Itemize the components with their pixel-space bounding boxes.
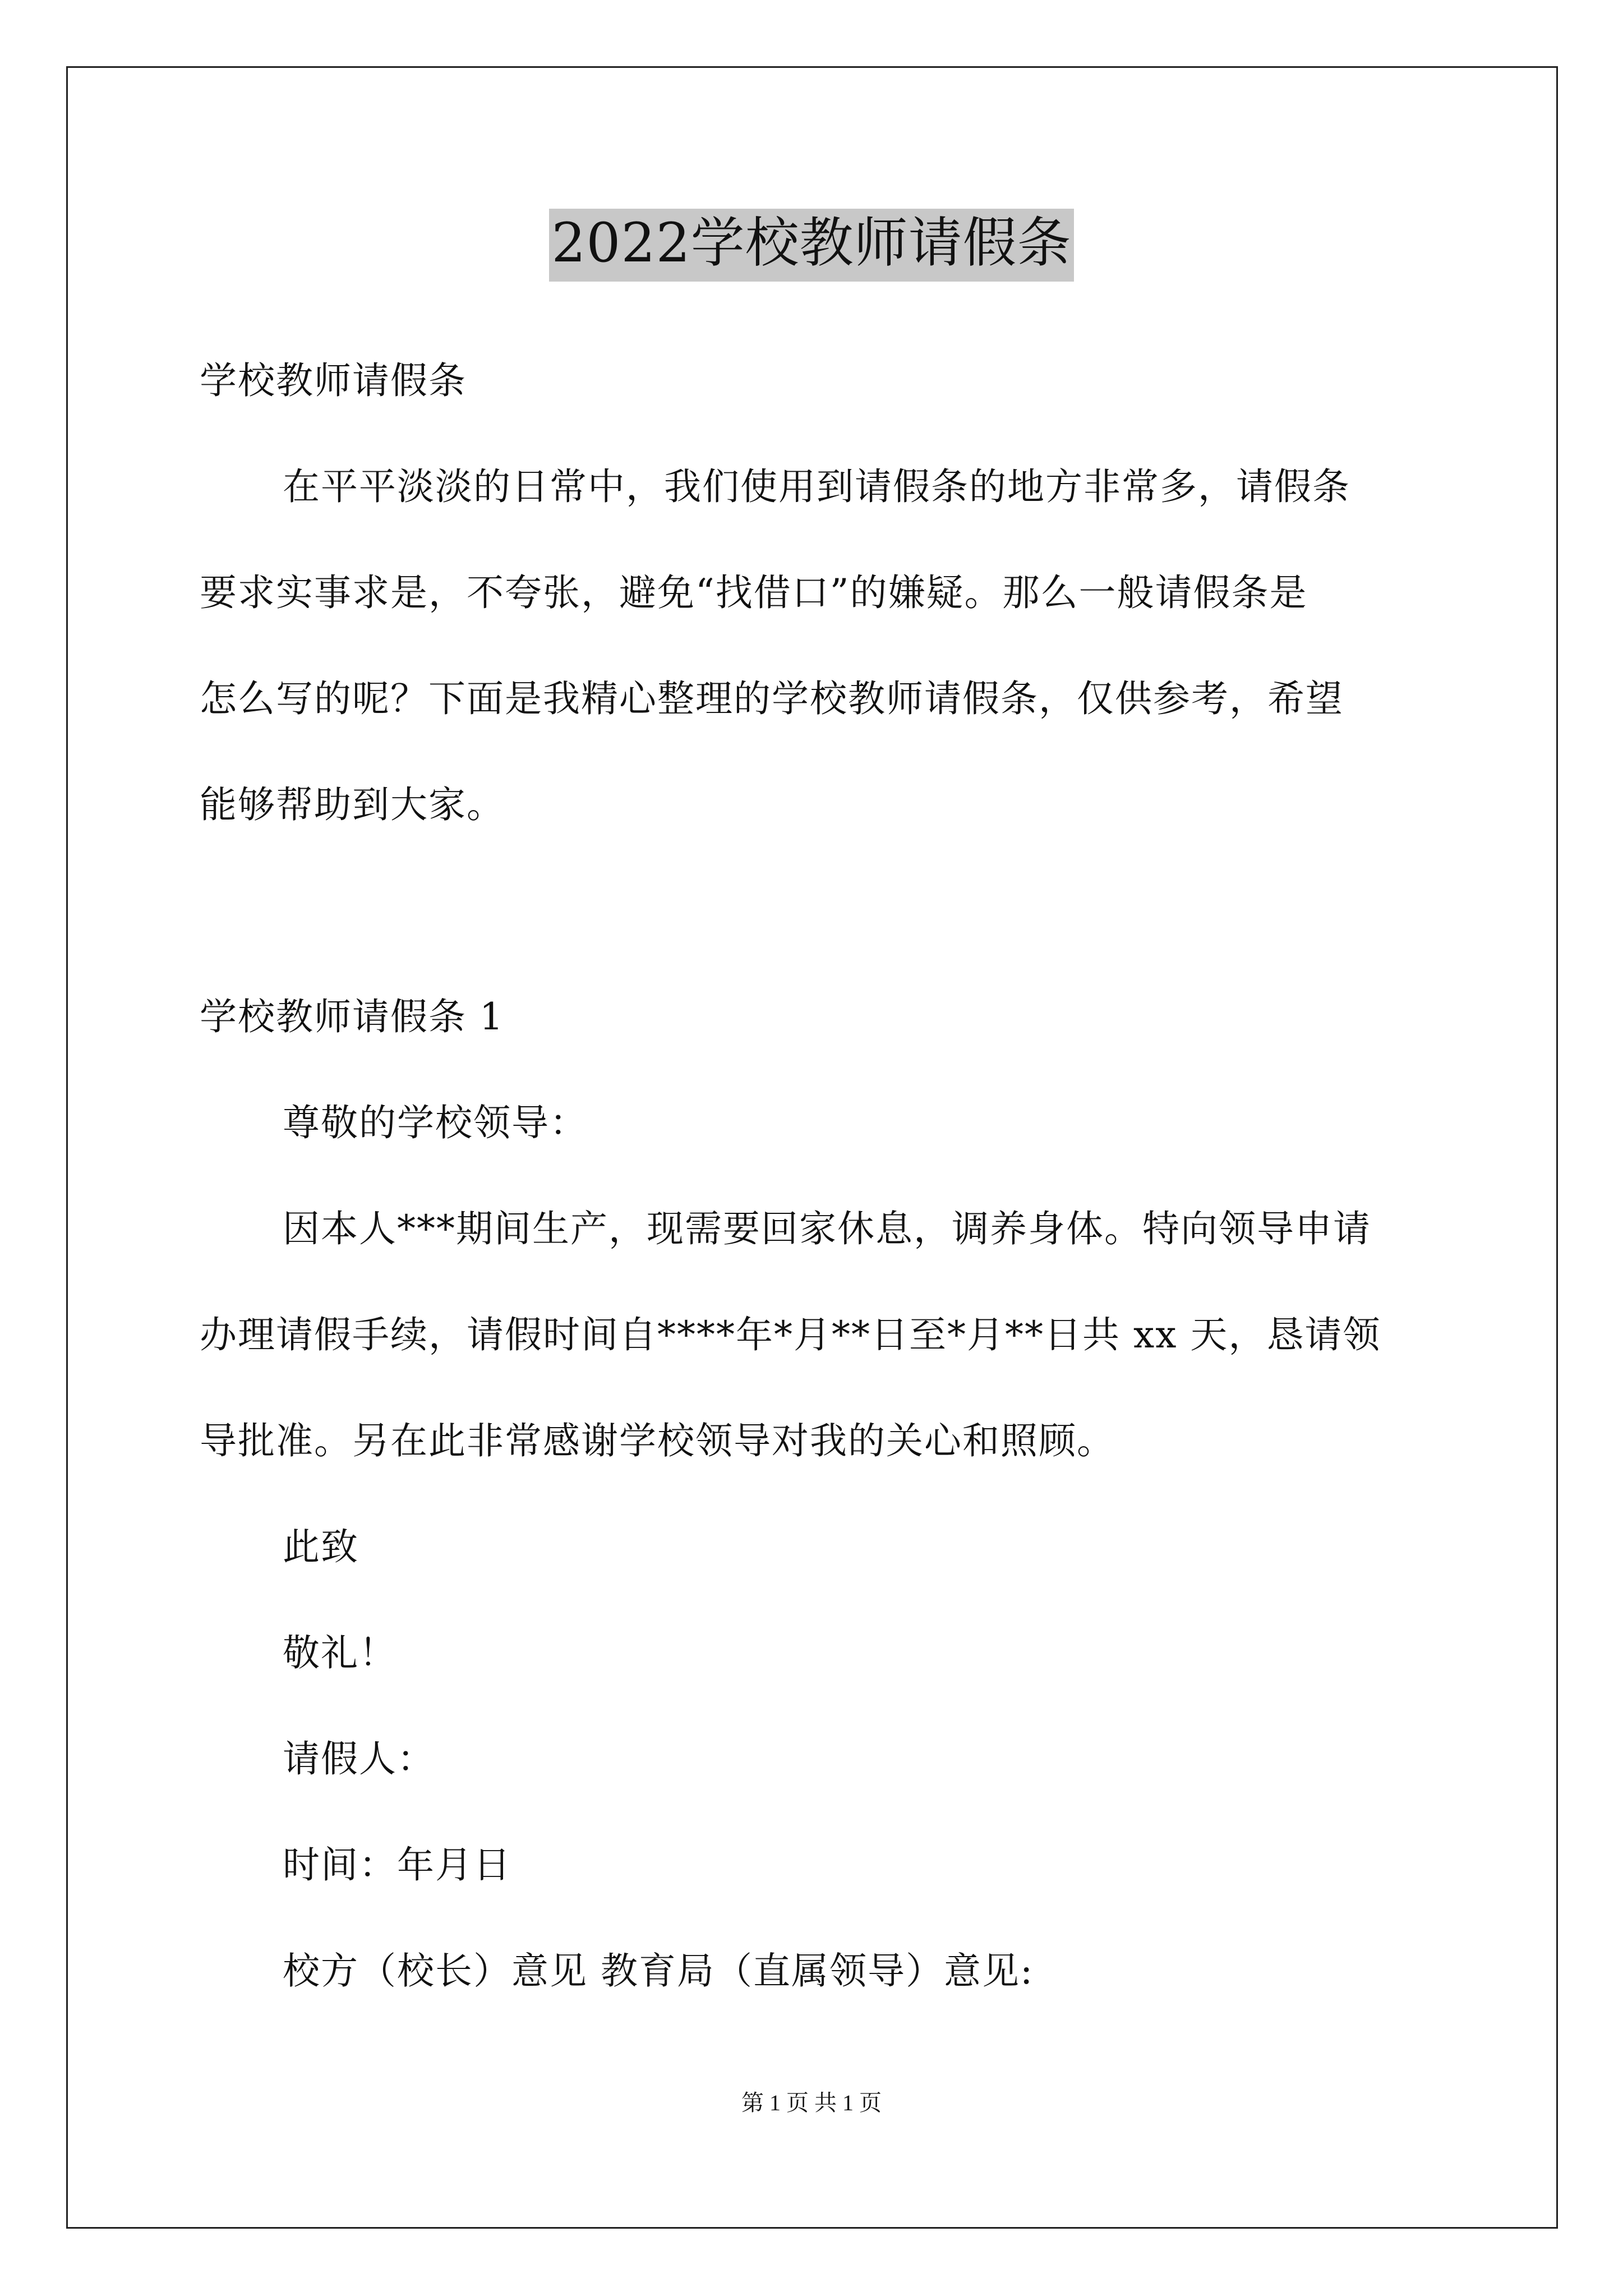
- salutation: 尊敬的学校领导：: [283, 1101, 588, 1144]
- document-title: 2022学校教师请假条: [549, 209, 1073, 282]
- applicant-line: 请假人：: [283, 1737, 435, 1780]
- document-subtitle: 学校教师请假条: [200, 359, 467, 402]
- intro-line-1: 在平平淡淡的日常中，我们使用到请假条的地方非常多，请假条: [283, 465, 1350, 508]
- body-line-2: 办理请假手续，请假时间自****年*月**日至*月**日共 xx 天，恳请领: [200, 1313, 1381, 1356]
- body-line-3: 导批准。另在此非常感谢学校领导对我的关心和照顾。: [200, 1419, 1115, 1462]
- page-footer: 第 1 页 共 1 页: [741, 2090, 882, 2115]
- intro-line-2: 要求实事求是，不夸张，避免“找借口”的嫌疑。那么一般请假条是: [200, 571, 1308, 614]
- section-heading: 学校教师请假条 1: [200, 995, 504, 1038]
- closing-line-2: 敬礼！: [283, 1631, 397, 1674]
- closing-line-1: 此致: [283, 1525, 359, 1568]
- intro-line-4: 能够帮助到大家。: [200, 783, 505, 826]
- intro-line-3: 怎么写的呢？下面是我精心整理的学校教师请假条，仅供参考，希望: [200, 677, 1344, 720]
- body-line-1: 因本人***期间生产，现需要回家休息，调养身体。特向领导申请: [283, 1207, 1371, 1250]
- title-container: [0, 209, 1623, 282]
- date-line: 时间：年月日: [283, 1843, 511, 1887]
- opinion-line: 校方（校长）意见 教育局（直属领导）意见:: [283, 1949, 1034, 1993]
